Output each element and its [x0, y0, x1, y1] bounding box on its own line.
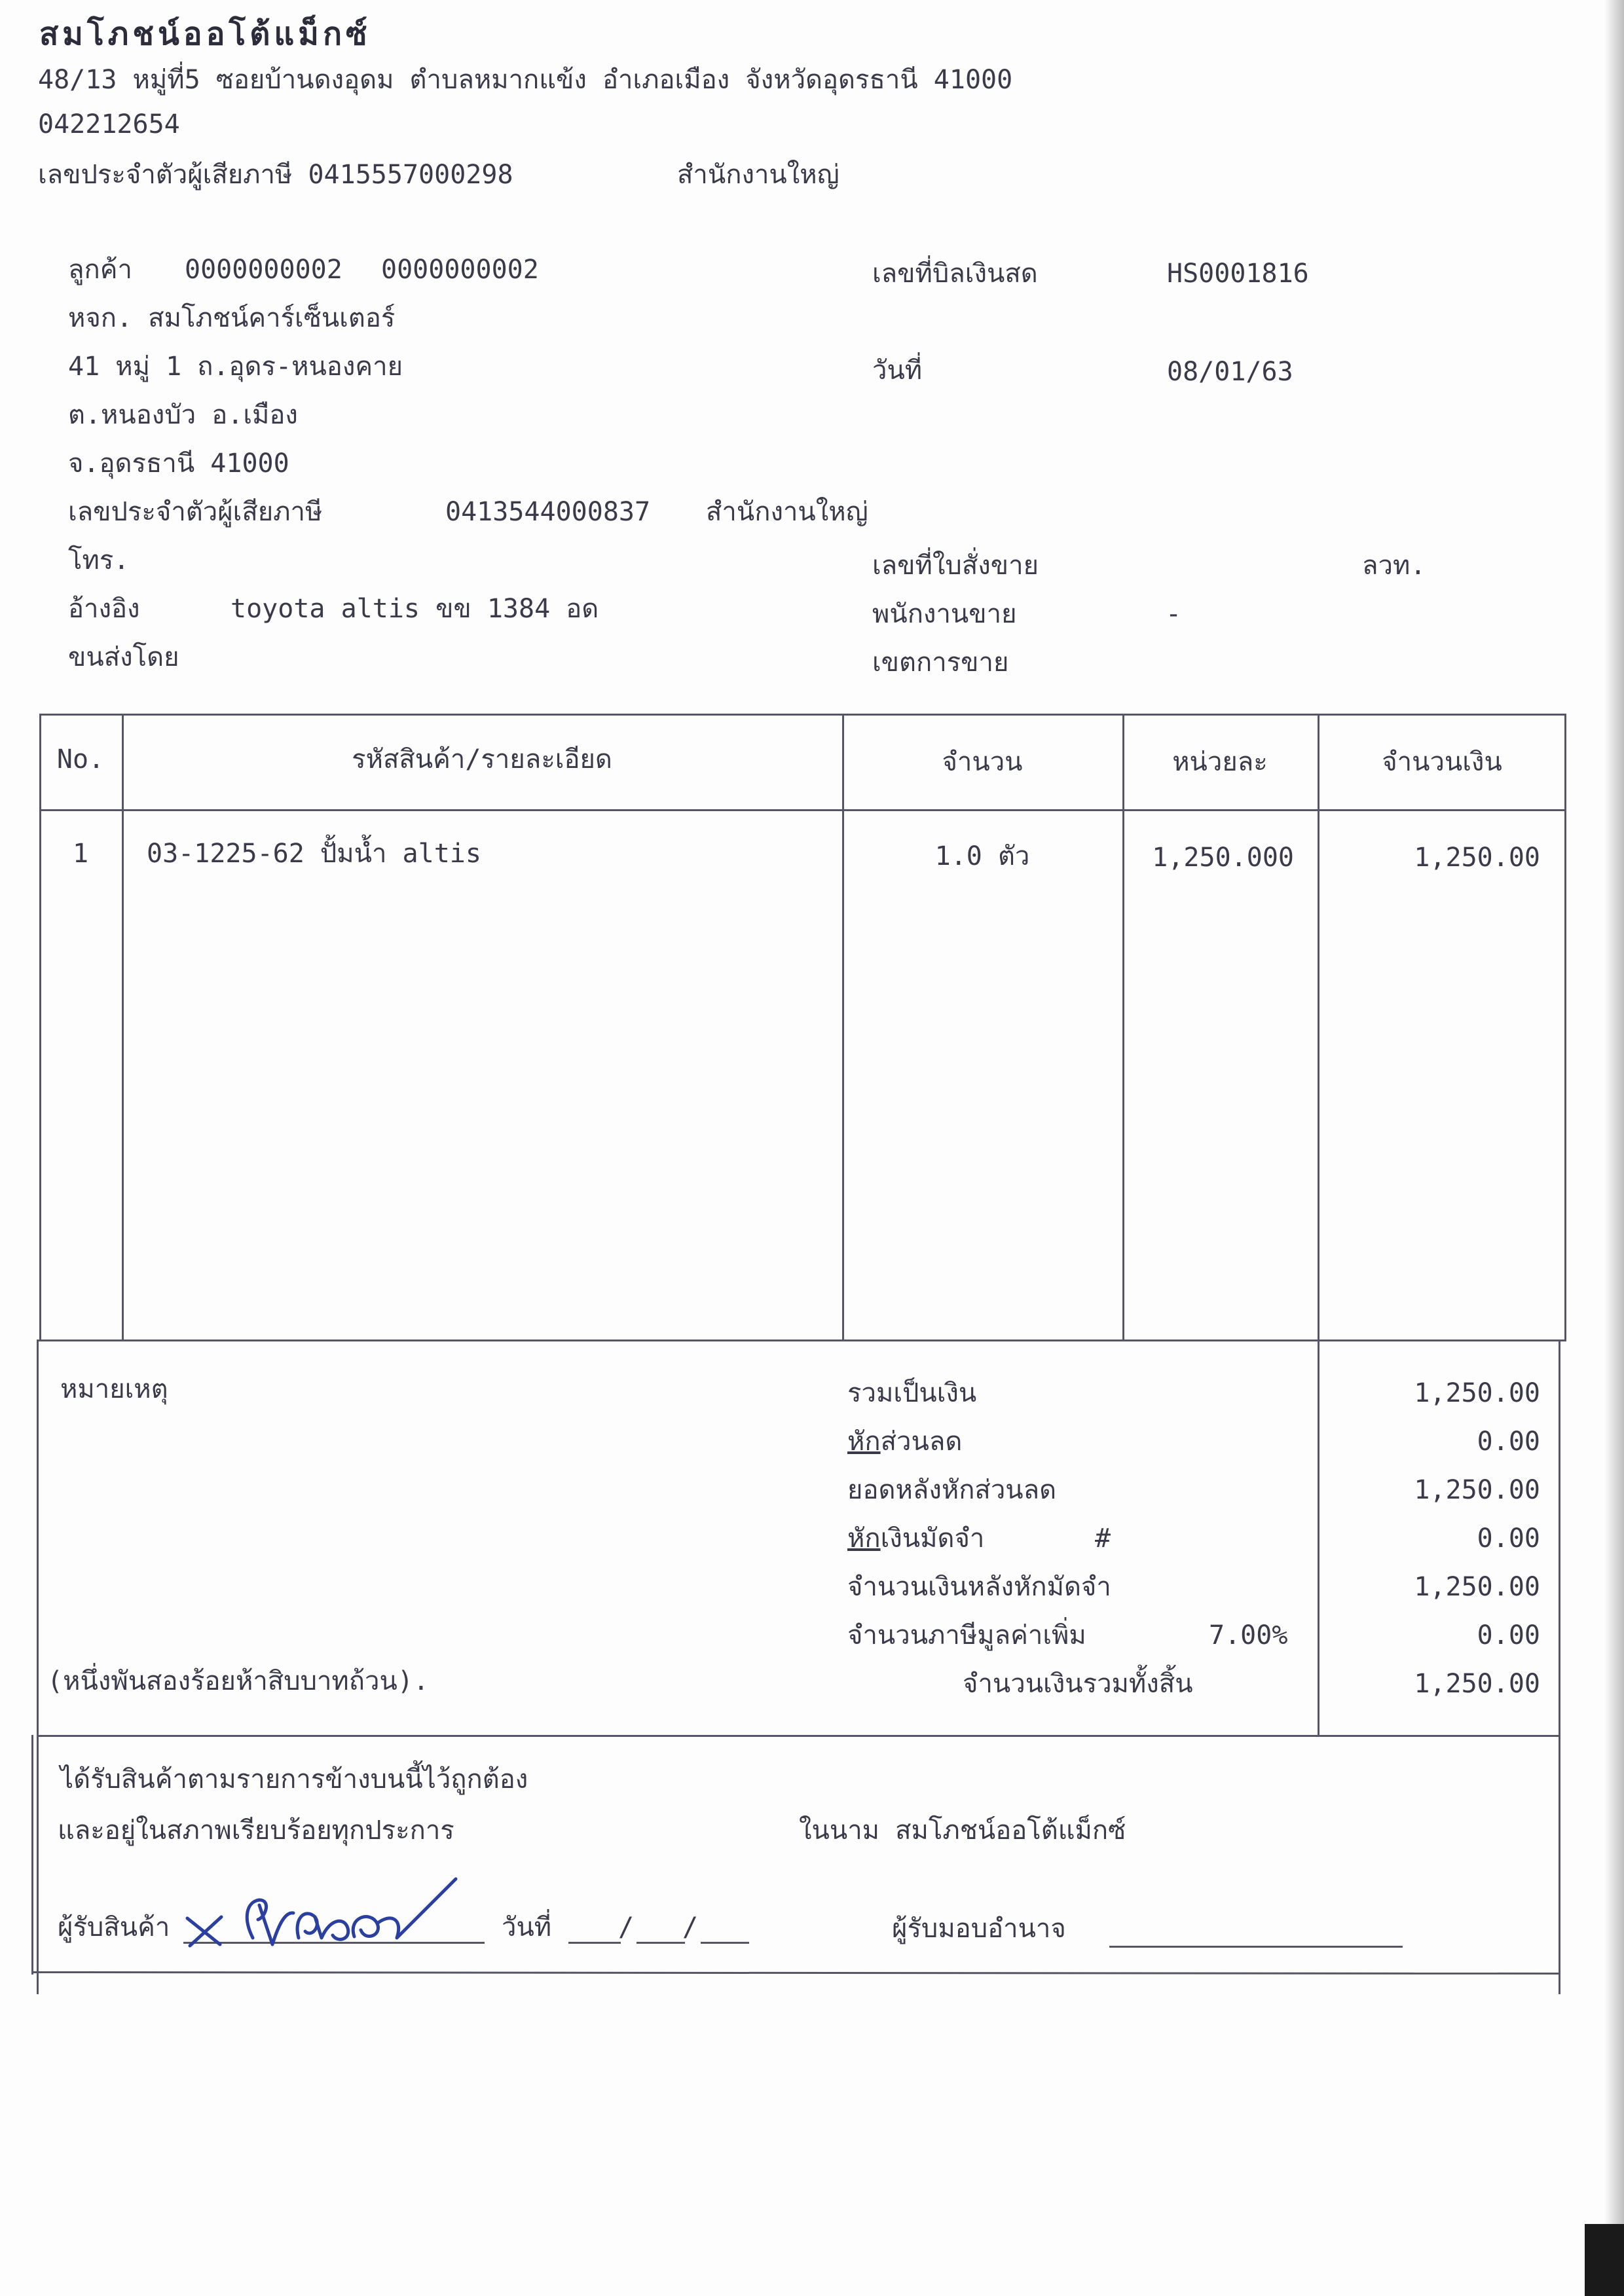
salesperson-label: พนักงานขาย: [872, 599, 1017, 629]
header-quantity: จำนวน: [942, 747, 1023, 777]
customer-address-2: ต.หนองบัว อ.เมือง: [68, 400, 298, 430]
customer-name: หจก. สมโภชน์คาร์เซ็นเตอร์: [68, 303, 396, 333]
discount-label: [847, 1426, 962, 1457]
header-amount: จำนวนเงิน: [1382, 747, 1502, 777]
after-deposit-value: 1,250.00: [1414, 1572, 1540, 1602]
sales-order-label: เลขที่ใบสั่งขาย: [872, 551, 1039, 581]
row-amount: 1,250.00: [1414, 843, 1540, 873]
header-description: รหัสสินค้า/รายละเอียด: [352, 744, 612, 774]
remark-label: หมายเหตุ: [60, 1374, 168, 1404]
footer-bottom-border: [31, 1971, 1560, 1975]
on-behalf-of: ในนาม สมโภชน์ออโต้แม็กซ์: [799, 1815, 1126, 1846]
receive-date-year: [701, 1942, 749, 1944]
customer-tel-label: โทร.: [68, 545, 130, 575]
date-slash-1: /: [618, 1912, 635, 1942]
table-top-border: [39, 714, 1566, 716]
date-slash-2: /: [682, 1912, 699, 1942]
amount-in-words: (หนึ่งพันสองร้อยห้าสิบบาทถ้วน).: [47, 1666, 429, 1696]
customer-tax-label: เลขประจำตัวผู้เสียภาษี: [68, 497, 323, 527]
authorized-label: ผู้รับมอบอำนาจ: [892, 1914, 1066, 1944]
customer-branch: สำนักงานใหญ่: [706, 497, 868, 527]
reference-value: toyota altis ขข 1384 อด: [231, 594, 599, 624]
shipping-label: ขนส่งโดย: [68, 642, 179, 672]
received-statement-1: ได้รับสินค้าตามรายการข้างบนนี้ไว้ถูกต้อง: [60, 1764, 528, 1795]
after-deposit-label: จำนวนเงินหลังหักมัดจำ: [847, 1572, 1111, 1602]
customer-code: 0000000002: [185, 255, 342, 285]
table-items-bottom: [37, 1339, 1566, 1341]
scan-corner: [1585, 2224, 1624, 2296]
vat-rate: 7.00%: [1209, 1620, 1288, 1650]
row-description: 03-1225-62 ปั้มน้ำ altis: [147, 839, 481, 869]
deposit-hash: #: [1095, 1523, 1111, 1554]
sales-area-label: เขตการขาย: [872, 647, 1009, 678]
header-unit-price: หน่วยละ: [1172, 747, 1268, 777]
row-unit-price: 1,250.000: [1152, 843, 1294, 873]
company-name: สมโภชน์ออโต้แม็กซ์: [39, 16, 371, 52]
bill-no-label: เลขที่บิลเงินสด: [872, 259, 1038, 289]
deposit-value: 0.00: [1477, 1523, 1540, 1554]
header-no: No.: [56, 744, 105, 774]
col-divider-3: [1122, 714, 1124, 1340]
footer-left-border: [31, 1735, 33, 1975]
company-branch: สำนักงานใหญ่: [677, 160, 840, 190]
deposit-prefix: หัก: [847, 1523, 881, 1554]
deposit-label: [847, 1523, 984, 1554]
row-quantity: 1.0 ตัว: [934, 841, 1030, 871]
discount-prefix: หัก: [847, 1427, 881, 1457]
table-header-divider: [39, 809, 1566, 811]
vat-label: จำนวนภาษีมูลค่าเพิ่ม: [847, 1620, 1086, 1650]
reference-label: อ้างอิง: [68, 594, 140, 624]
summary-bottom-border: [37, 1735, 1560, 1737]
table-right-border: [1564, 714, 1566, 1340]
summary-left-border: [37, 1339, 39, 1994]
grand-total-label: จำนวนเงินรวมทั้งสิ้น: [963, 1669, 1193, 1699]
vat-value: 0.00: [1477, 1620, 1540, 1650]
company-phone: 042212654: [38, 109, 180, 139]
footer-right-border: [1559, 1735, 1560, 1978]
authorized-signature-line: [1109, 1946, 1403, 1948]
receive-date-day: [568, 1942, 621, 1944]
discount-value: 0.00: [1477, 1427, 1540, 1457]
row-no: 1: [72, 839, 89, 869]
sales-order-value: ลวท.: [1362, 551, 1426, 581]
customer-tax-id: 0413544000837: [445, 497, 651, 527]
subtotal-label: รวมเป็นเงิน: [847, 1378, 977, 1408]
grand-total-value: 1,250.00: [1414, 1669, 1540, 1699]
col-divider-2: [842, 714, 844, 1340]
customer-address-1: 41 หมู่ 1 ถ.อุดร-หนองคาย: [68, 352, 403, 382]
bill-date-value: 08/01/63: [1167, 357, 1293, 387]
company-address: 48/13 หมู่ที่5 ซอยบ้านดงอุดม ตำบลหมากแข้ง อำเภอเมือง จังหวัดอุดรธานี 41000: [38, 65, 1013, 95]
after-discount-value: 1,250.00: [1414, 1475, 1540, 1505]
customer-label: ลูกค้า: [68, 255, 132, 285]
subtotal-value: 1,250.00: [1414, 1378, 1540, 1408]
deposit-text: เงินมัดจำ: [880, 1523, 985, 1554]
after-discount-label: ยอดหลังหักส่วนลด: [847, 1475, 1057, 1505]
receiver-signature: [181, 1840, 508, 1958]
discount-text: ส่วนลด: [880, 1427, 963, 1457]
receive-date-month: [637, 1942, 685, 1944]
table-left-border: [39, 714, 41, 1340]
customer-code-2: 0000000002: [381, 255, 539, 285]
bill-date-label: วันที่: [872, 355, 923, 386]
scan-edge-shadow: [1604, 0, 1624, 2296]
salesperson-value: -: [1166, 599, 1182, 629]
customer-address-3: จ.อุดรธานี 41000: [68, 448, 289, 479]
company-tax-id: เลขประจำตัวผู้เสียภาษี 0415557000298: [38, 160, 513, 190]
received-statement-2: และอยู่ในสภาพเรียบร้อยทุกประการ: [58, 1815, 454, 1846]
col-divider-1: [122, 714, 124, 1340]
receive-date-label: วันที่: [502, 1912, 552, 1942]
bill-no-value: HS0001816: [1167, 259, 1309, 289]
receiver-label: ผู้รับสินค้า: [58, 1912, 170, 1942]
